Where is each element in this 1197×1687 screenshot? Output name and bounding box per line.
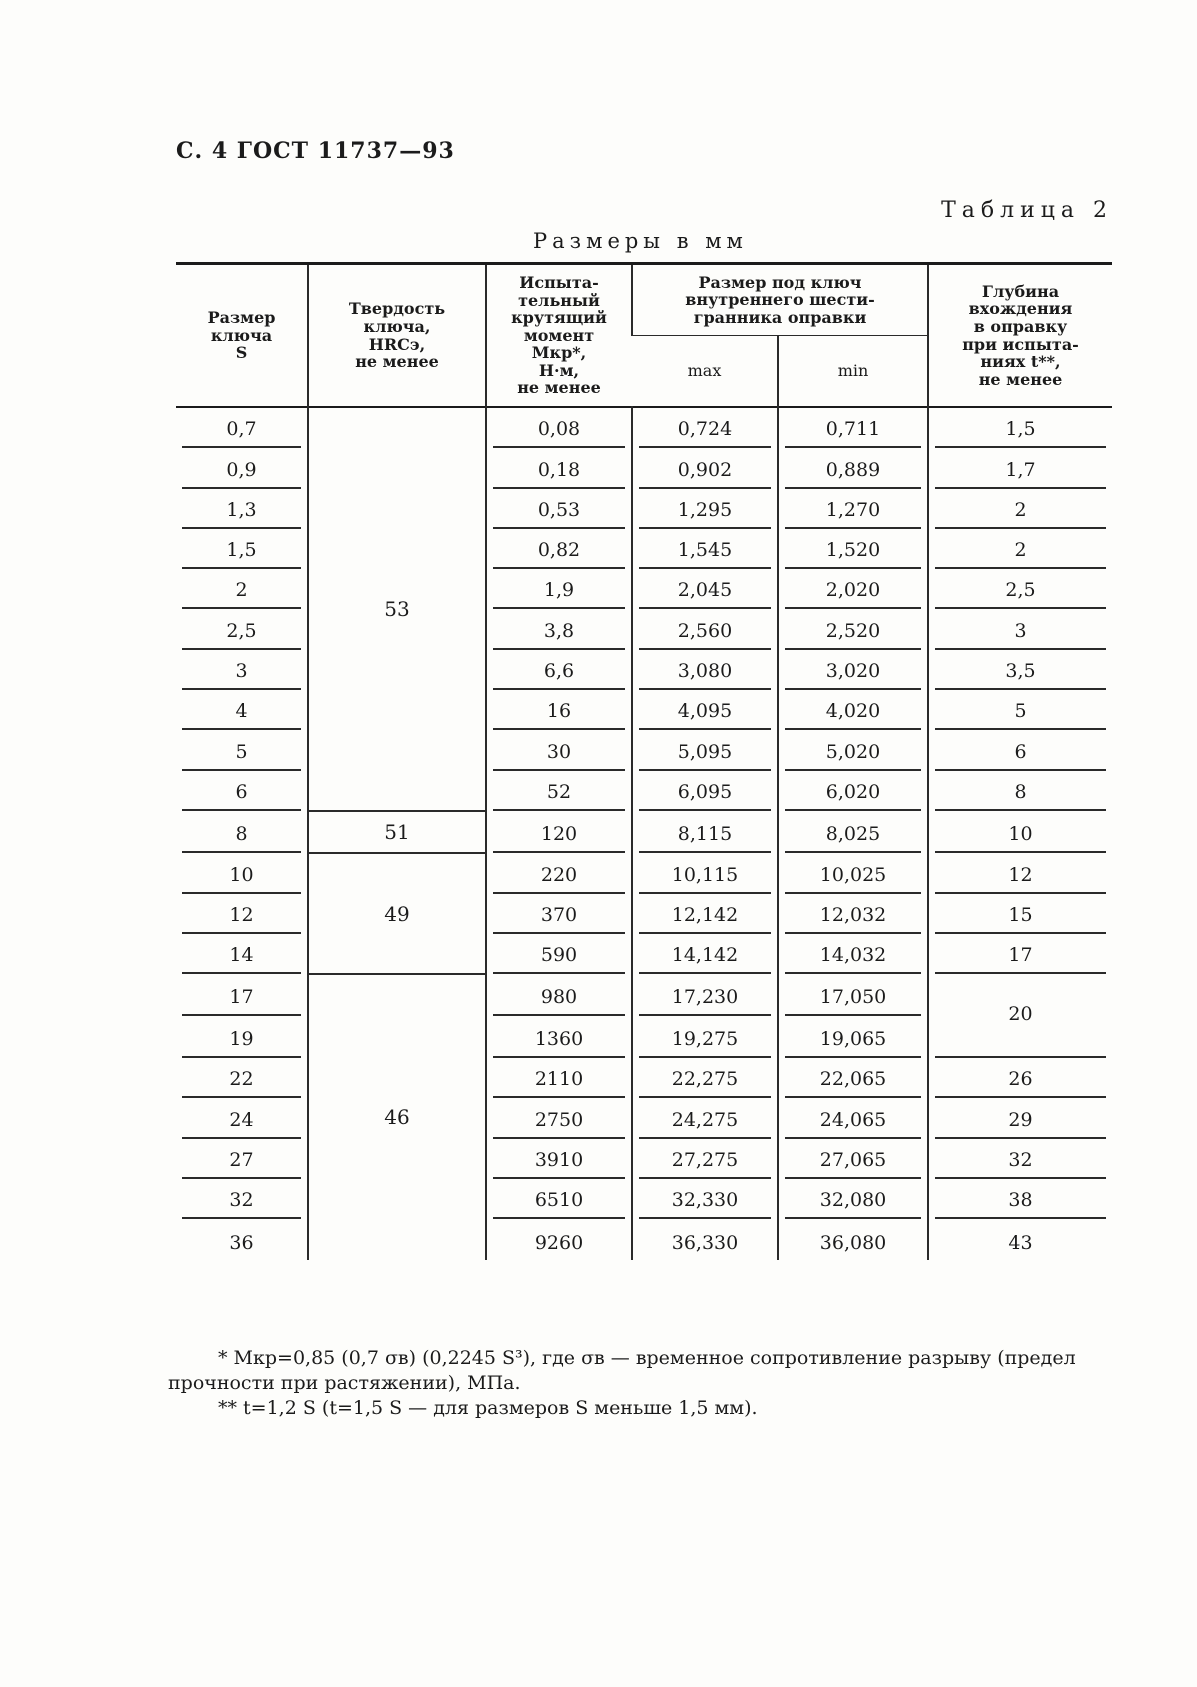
cell-s: 14 — [176, 934, 308, 974]
table-label: Таблица 2 — [941, 198, 1113, 223]
cell-s: 0,9 — [176, 448, 308, 488]
cell-max: 14,142 — [632, 934, 778, 974]
cell-min: 22,065 — [778, 1058, 928, 1098]
header-line: Размер под ключ — [698, 272, 862, 292]
cell-max: 1,295 — [632, 489, 778, 529]
header-line: не менее — [355, 352, 439, 372]
cell-min: 4,020 — [778, 690, 928, 730]
cell-depth: 20 — [928, 974, 1112, 1058]
cell-moment: 3,8 — [486, 609, 632, 649]
cell-s: 36 — [229, 1231, 254, 1254]
header-line: момент — [523, 325, 595, 345]
cell-s: 4 — [176, 690, 308, 730]
cell-max: 27,275 — [632, 1139, 778, 1179]
header-line: Mкр*, — [531, 343, 587, 363]
cell-max: 0,724 — [632, 407, 778, 448]
cell-moment: 16 — [486, 690, 632, 730]
cell-s: 3 — [176, 650, 308, 690]
cell-depth: 32 — [928, 1139, 1112, 1179]
cell-min: 6,020 — [778, 771, 928, 811]
cell-min: 36,080 — [778, 1219, 928, 1259]
cell-min: 2,520 — [778, 609, 928, 649]
cell-moment: 6510 — [486, 1179, 632, 1219]
header-line: не менее — [517, 378, 601, 398]
table-row — [176, 974, 1112, 1016]
cell-hrc-group: 46 — [308, 974, 486, 1259]
units-caption: Размеры в мм — [533, 229, 748, 253]
cell-s: 8 — [176, 811, 308, 853]
header-line: гранника оправки — [693, 307, 867, 327]
header-line: Глубина — [981, 281, 1060, 301]
cell-moment: 1,9 — [486, 569, 632, 609]
cell-depth: 3,5 — [928, 650, 1112, 690]
cell-min: 1,520 — [778, 529, 928, 569]
header-line: не менее — [978, 369, 1063, 389]
cell-moment: 1360 — [486, 1016, 632, 1058]
cell-max: 36,330 — [632, 1219, 778, 1259]
cell-s: 10 — [176, 853, 308, 893]
cell-depth: 8 — [928, 771, 1112, 811]
cell-min: 10,025 — [778, 853, 928, 893]
header-key-size — [176, 264, 308, 408]
cell-moment: 30 — [486, 730, 632, 770]
cell-s: 17 — [176, 974, 308, 1016]
header-line: HRCэ, — [368, 334, 426, 354]
cell-moment: 2110 — [486, 1058, 632, 1098]
cell-moment: 220 — [486, 853, 632, 893]
cell-moment: 0,82 — [486, 529, 632, 569]
table-row — [176, 811, 1112, 853]
cell-min: 27,065 — [778, 1139, 928, 1179]
cell-s: 6 — [176, 771, 308, 811]
footnote-insertion-depth: ** t=1,2 S (t=1,5 S — для размеров S меньше 1,5 мм). — [218, 1397, 758, 1419]
header-line: Н·м, — [538, 360, 580, 380]
cell-moment: 0,18 — [486, 448, 632, 488]
cell-depth: 29 — [928, 1098, 1112, 1138]
cell-depth: 2,5 — [928, 569, 1112, 609]
cell-s: 22 — [176, 1058, 308, 1098]
cell-max: 17,230 — [632, 974, 778, 1016]
cell-depth: 12 — [928, 853, 1112, 893]
cell-min: 5,020 — [778, 730, 928, 770]
cell-min: 19,065 — [778, 1016, 928, 1058]
cell-max: 8,115 — [632, 811, 778, 853]
cell-min: 17,050 — [778, 974, 928, 1016]
header-insertion-depth — [928, 264, 1112, 408]
cell-min: 14,032 — [778, 934, 928, 974]
cell-depth: 1,7 — [928, 448, 1112, 488]
cell-hrc-group: 53 — [308, 407, 486, 811]
cell-depth: 5 — [928, 690, 1112, 730]
header-line: S — [235, 343, 248, 363]
header-line: тельный — [518, 290, 600, 310]
header-min: min — [778, 336, 928, 408]
cell-moment: 0,08 — [486, 407, 632, 448]
cell-moment: 2750 — [486, 1098, 632, 1138]
cell-max: 0,902 — [632, 448, 778, 488]
cell-moment: 980 — [486, 974, 632, 1016]
cell-min: 3,020 — [778, 650, 928, 690]
cell-depth: 1,5 — [928, 407, 1112, 448]
header-line: в оправку — [973, 316, 1068, 336]
cell-depth: 26 — [928, 1058, 1112, 1098]
header-line: Твердость — [348, 299, 446, 319]
cell-min: 8,025 — [778, 811, 928, 853]
header-line: Испыта- — [519, 272, 599, 292]
header-line: вхождения — [968, 299, 1073, 319]
header-line: внутреннего шести- — [685, 290, 875, 310]
cell-s: 12 — [176, 894, 308, 934]
cell-max: 2,560 — [632, 609, 778, 649]
cell-hrc-group: 51 — [308, 811, 486, 853]
cell-depth: 2 — [928, 529, 1112, 569]
header-hex-size-group — [632, 264, 928, 336]
cell-s: 32 — [176, 1179, 308, 1219]
cell-moment: 590 — [486, 934, 632, 974]
cell-s: 24 — [176, 1098, 308, 1138]
header-hardness — [308, 264, 486, 408]
cell-s: 2 — [176, 569, 308, 609]
cell-hrc-group: 49 — [308, 853, 486, 974]
header-line: при испыта- — [962, 334, 1079, 354]
footnotes — [168, 1346, 1108, 1421]
page-header: С. 4 ГОСТ 11737—93 — [176, 138, 455, 164]
cell-min: 12,032 — [778, 894, 928, 934]
header-line: Размер — [207, 308, 276, 328]
cell-moment: 9260 — [486, 1219, 632, 1259]
footnote-moment-formula: * Mкр=0,85 (0,7 σв) (0,2245 S³), где σв — временное сопротивление разрыву (предел прочности при растяжении), МПа. — [168, 1347, 1076, 1394]
cell-moment: 0,53 — [486, 489, 632, 529]
cell-moment: 3910 — [486, 1139, 632, 1179]
cell-depth: 15 — [928, 894, 1112, 934]
cell-min: 1,270 — [778, 489, 928, 529]
cell-max: 1,545 — [632, 529, 778, 569]
cell-depth: 17 — [928, 934, 1112, 974]
cell-max: 6,095 — [632, 771, 778, 811]
header-max: max — [687, 361, 722, 381]
cell-moment: 370 — [486, 894, 632, 934]
cell-s: 1,5 — [176, 529, 308, 569]
cell-max: 5,095 — [632, 730, 778, 770]
spec-table — [176, 262, 1112, 1260]
cell-max: 22,275 — [632, 1058, 778, 1098]
cell-min: 0,711 — [778, 407, 928, 448]
cell-s: 2,5 — [176, 609, 308, 649]
cell-min: 2,020 — [778, 569, 928, 609]
cell-max: 24,275 — [632, 1098, 778, 1138]
cell-s: 0,7 — [176, 407, 308, 448]
cell-depth: 6 — [928, 730, 1112, 770]
cell-depth: 10 — [928, 811, 1112, 853]
cell-s: 19 — [176, 1016, 308, 1058]
cell-depth: 38 — [928, 1179, 1112, 1219]
cell-max: 19,275 — [632, 1016, 778, 1058]
header-line: ключа, — [363, 316, 431, 336]
cell-depth: 3 — [928, 609, 1112, 649]
cell-moment: 6,6 — [486, 650, 632, 690]
cell-s: 1,3 — [176, 489, 308, 529]
cell-depth: 2 — [928, 489, 1112, 529]
cell-s: 27 — [176, 1139, 308, 1179]
cell-min: 24,065 — [778, 1098, 928, 1138]
cell-max: 10,115 — [632, 853, 778, 893]
header-line: ниях t**, — [980, 352, 1061, 372]
cell-s: 5 — [176, 730, 308, 770]
table-row — [176, 853, 1112, 893]
table-row — [176, 407, 1112, 448]
header-test-moment — [486, 264, 632, 408]
cell-min: 32,080 — [778, 1179, 928, 1219]
header-line: ключа — [210, 325, 273, 345]
cell-max: 12,142 — [632, 894, 778, 934]
cell-moment: 120 — [486, 811, 632, 853]
cell-max: 32,330 — [632, 1179, 778, 1219]
cell-depth: 43 — [928, 1219, 1112, 1259]
cell-min: 0,889 — [778, 448, 928, 488]
cell-moment: 52 — [486, 771, 632, 811]
cell-max: 3,080 — [632, 650, 778, 690]
header-line: крутящий — [511, 308, 607, 328]
cell-max: 2,045 — [632, 569, 778, 609]
cell-max: 4,095 — [632, 690, 778, 730]
